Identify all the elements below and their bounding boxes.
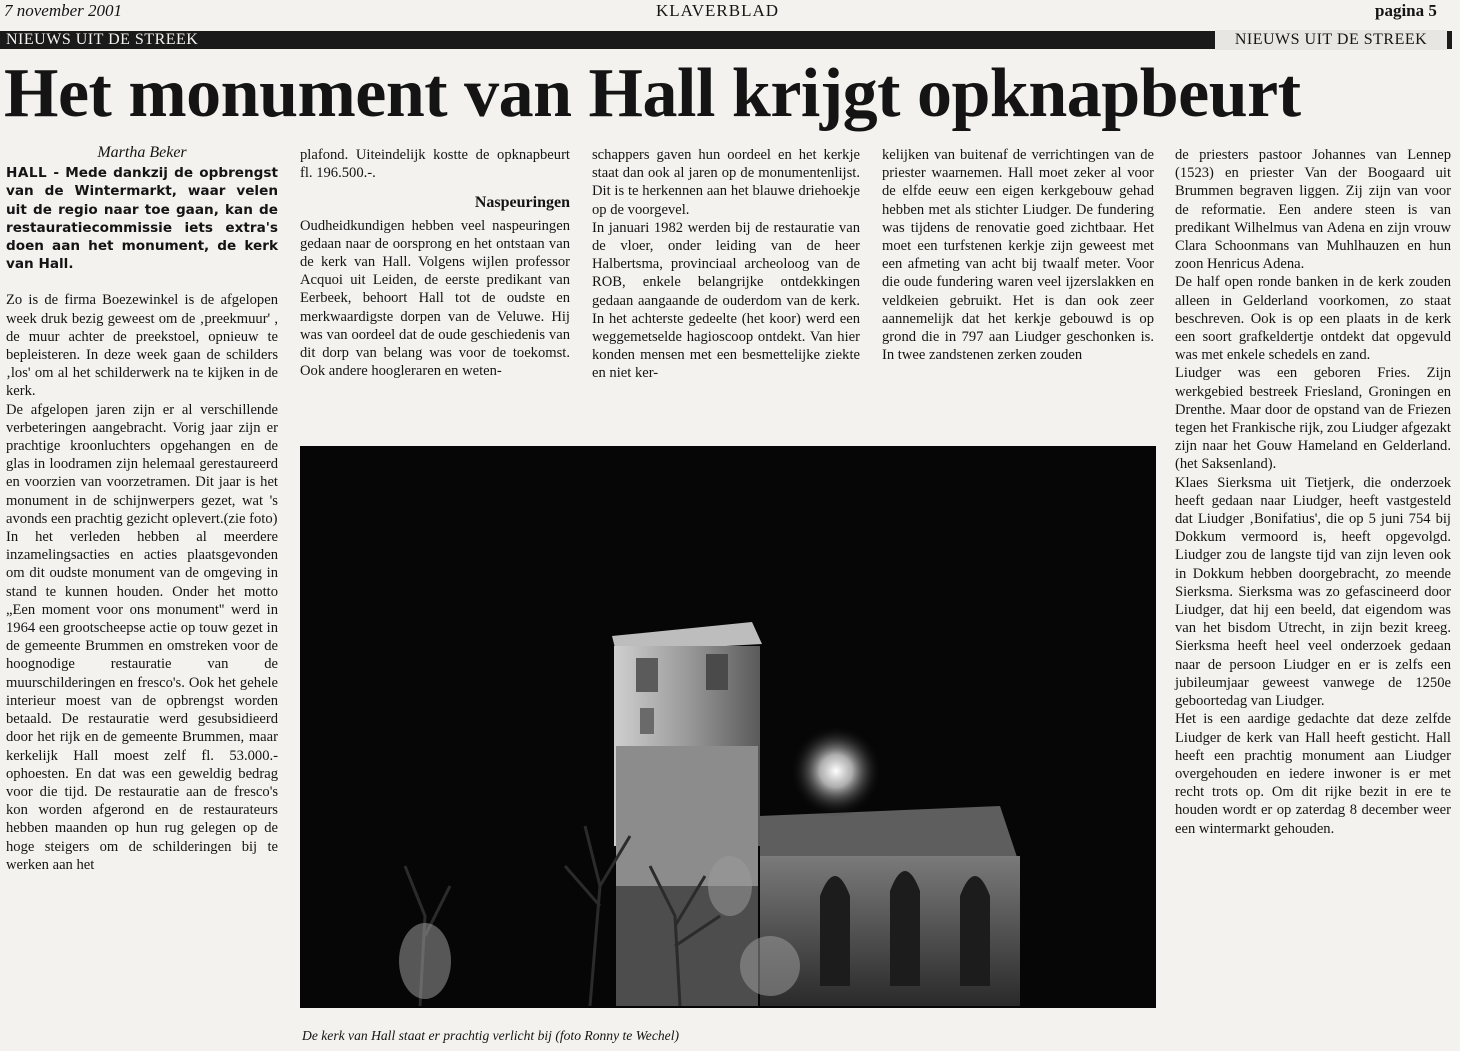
paragraph: schappers gaven hun oordeel en het kerkje staat dan ook al jaren op de monumentenlijst. Dit is te herkennen aan het blauwe driehoekje op de voorgevel. (592, 147, 860, 218)
paragraph: De afgelopen jaren zijn er al verschillende verbeteringen aangebracht. Vorig jaar zijn er prachtige kroonluchters opgehangen en de glas in loodramen zijn helemaal gerestaureerd en voorzien van voorzetramen. Dit jaar is het monument in de schijnwerpers gezet, wat 's avonds een prachtig gezicht oplevert.(zie foto) (6, 401, 278, 527)
byline: Martha Beker (97, 144, 187, 161)
floodlight (790, 725, 882, 817)
paragraph: Zo is de firma Boezewinkel is de afgelopen week druk bezig geweest om de ‚preekmuur' , de muur achter de preekstoel, opnieuw te bepleisteren. In deze week gaan de schilders ‚los' om al het schilderwerk na te kijken in de kerk. (6, 292, 278, 400)
paragraph: In het verleden hebben al meerdere inzamelingsacties en acties plaatsgevonden om dit oudste monument van de omgeving in stand te kunnen houden. Onder het motto „Een moment voor ons monument'' werd in 1964 een grootscheepse actie op touw gezet in de gemeente Brummen en omstreken voor de hoognodige restauratie van de muurschilderingen en fresco's. Ook het gehele interieur moest van de opbrengst worden betaald. De restauratie werd gesubsidieerd door het rijk en de gemeente Brummen, maar kerkelijk Hall moest zelf fl. 53.000.- ophoesten. En dat was een geweldig bedrag voor die tijd. De restauratie aan de fresco's kon worden afgerond en de restaurateurs hebben maanden op hun rug gelegen op de hoge steigers om de schilderingen bij te werken aan het (6, 529, 278, 873)
headline: Het monument van Hall krijgt opknapbeurt (4, 55, 1301, 132)
paragraph: Oudheidkundigen hebben veel naspeuringen gedaan naar de oorsprong en het ontstaan van de kerk van Hall. Volgens wijlen professor Acquoi uit Leiden, de eerste predikant van Eerbeek, behoort Hall tot de oudste en merkwaardigste dorpen van de Veluwe. Hij was van oordeel dat de oude geschiedenis van dit dorp van belang was voor de toekomst. Ook andere hoogleraren en weten- (300, 217, 570, 380)
paragraph: kelijken van buitenaf de verrichtingen van de priester waarnemen. Hall moet zeker al voor de elfde eeuw een eigen kerkgebouw gehad hebben met als stichter Liudger. De fundering was tijdens de renovatie goed zichtbaar. Het moet een turfstenen kerkje zijn geweest met een afmeting van acht bij twaalf meter. Voor die oude fundering waren veel ijzerslakken en veldkeien gebruikt. Het is dan ook zeer aannemelijk dat het kerkje gebouwd is op grond die in 797 aan Liudger geschonken is. In twee zandstenen zerken zouden (882, 147, 1154, 364)
paragraph: Liudger was een geboren Fries. Zijn werkgebied bestreek Friesland, Groningen en Drenthe. Maar door de opstand van de Friezen tegen het Frankische rijk, zou Liudger afgezakt zijn naar het Gouw Hameland en Gelderland. (het Saksenland). (1175, 365, 1451, 473)
section-label-right: NIEUWS UIT DE STREEK (1215, 30, 1447, 50)
paragraph: plafond. Uiteindelijk kostte de opknapbeurt fl. 196.500.-. (300, 147, 570, 182)
paragraph: de priesters pastoor Johannes van Lennep (1523) en priester Van der Boogaard uit Brummen begraven liggen. Zij zijn van voor de reformatie. Een andere steen is van predikant Wilhelmus van Adena en zijn vrouw Clara Schoonmans van Muhlhauzen en hun zoon Henricus Adena. (1175, 147, 1451, 273)
church-photo (300, 446, 1156, 1008)
paragraph: Het is een aardige gedachte dat deze zelfde Liudger de kerk van Hall heeft gesticht. Hall heeft een prachtig monument aan Liudger overgehouden en iedere inwoner is er met recht trots op. Om dit rijke bezit in ere te houden wordt er op zaterdag 8 december weer een wintermarkt gehouden. (1175, 711, 1451, 837)
column-1 (6, 144, 278, 874)
photo-caption: De kerk van Hall staat er prachtig verlicht bij (foto Ronny te Wechel) (302, 1028, 680, 1043)
page-number: pagina 5 (1375, 1, 1437, 20)
section-label-left: NIEUWS UIT DE STREEK (6, 31, 199, 48)
paragraph: In januari 1982 werden bij de restauratie van de vloer, onder leiding van de heer Halbertsma, provinciaal archeoloog van de ROB, enkele belangrijke ontdekkingen gedaan aangaande de ouderdom van de kerk. In het achterste gedeelte (het koor) werd een weggemetselde hagioscoop ontdekt. Van hier konden mensen met een besmettelijke ziekte en niet ker- (592, 219, 860, 382)
column-3 (592, 146, 860, 383)
lead-text: - Mede dankzij de opbrengst van de Wintermarkt, waar velen uit de regio naar toe gaan, kan de restauratiecommissie iets extra's doen aan het monument, de kerk van Hall. (6, 165, 278, 273)
lead-city: HALL (6, 165, 48, 182)
column-5 (1175, 146, 1451, 838)
column-2 (300, 146, 570, 380)
church-tower (612, 622, 762, 1006)
lead-paragraph (6, 164, 278, 273)
column-4 (882, 146, 1154, 364)
subheading: Naspeuringen (474, 194, 570, 212)
paragraph: De half open ronde banken in de kerk zouden alleen in Gelderland voorkomen, zo staat beschreven. Ook is op een plaats in de kerk een soort grafkeldertje ontdekt dat opgevuld was met enkele schedels en zand. (1175, 274, 1451, 364)
church-nave (760, 806, 1020, 1006)
paragraph: Klaes Sierksma uit Tietjerk, die onderzoek heeft gedaan naar Liudger, heeft vastgesteld dat Liudger ‚Bonifatius', die op 5 juni 754 bij Dokkum vermoord is, heeft opgevolgd. Liudger zou de langste tijd van zijn leven ook in Dokkum hebben doorgebracht, zo meende Sierksma. Sierksma was zo gefascineerd door Liudger, dat hij een beeld, dat eigendom was van het bisdom Utrecht, in zijn bezit kreeg. Sierksma heeft heel veel onderzoek gedaan naar de persoon Liudger en er is zelfs een jubileumjaar geweest vanwege de 1250e geboortedag van Liudger. (1175, 474, 1451, 710)
issue-date: 7 november 2001 (4, 1, 123, 20)
publication-name: KLAVERBLAD (656, 1, 780, 20)
